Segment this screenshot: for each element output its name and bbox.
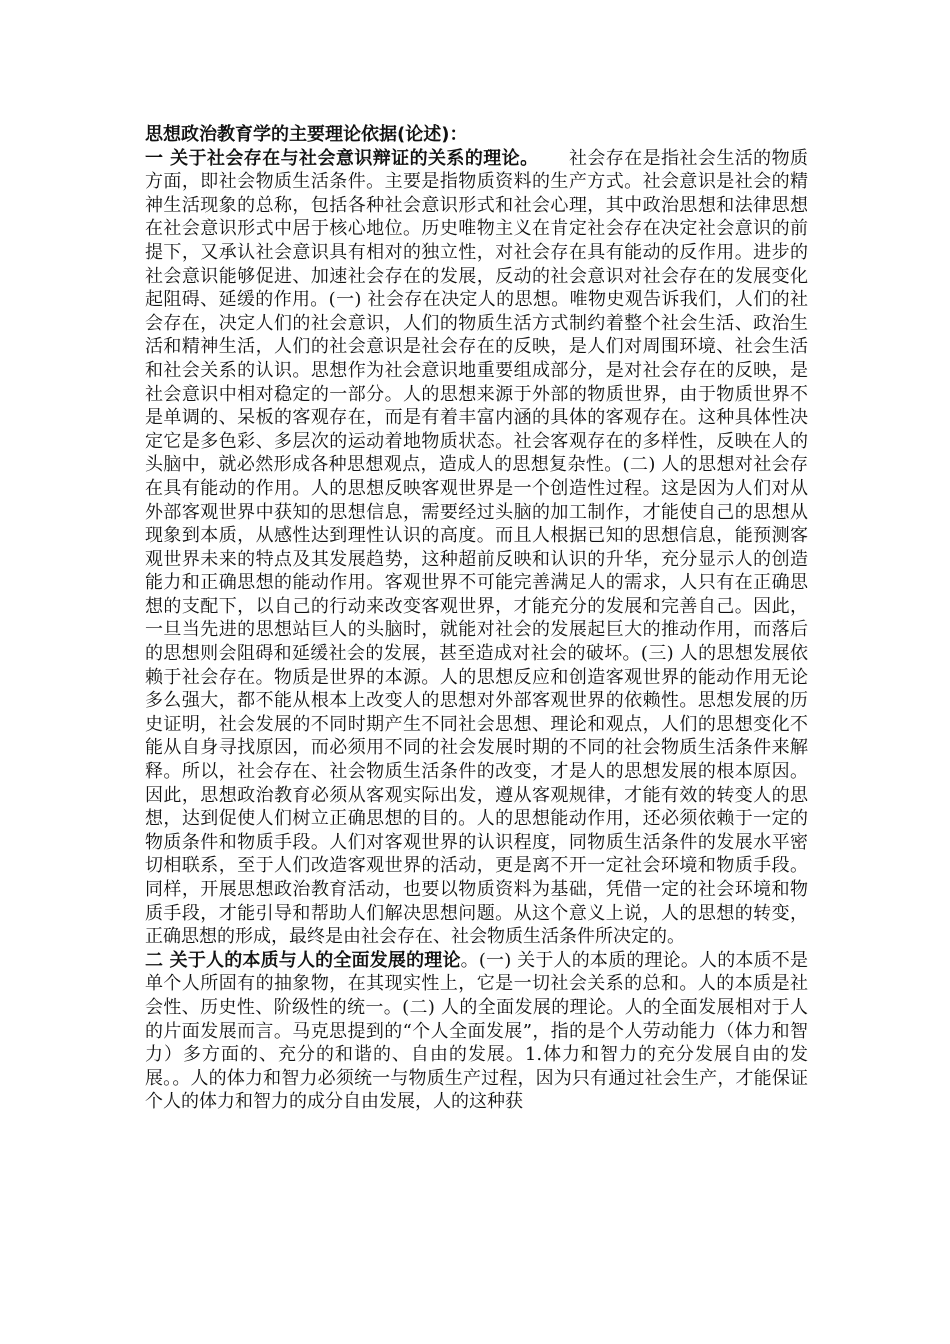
document-body	[145, 123, 808, 1114]
section-1-heading: 一 关于社会存在与社会意识辩证的关系的理论。	[145, 147, 539, 169]
section-1-body: 社会存在是指社会生活的物质方面，即社会物质生活条件。主要是指物质资料的生产方式。社会意识是社会的精神生活现象的总称，包括各种社会意识形式和社会心理，其中政治思想和法律思想在社会意识形式中居于核心地位。历史唯物主义在肯定社会存在决定社会意识的前提下，又承认社会意识具有相对的独立性，对社会存在具有能动的反作用。进步的社会意识能够促进、加速社会存在的发展，反动的社会意识对社会存在的发展变化起阻碍、延缓的作用。(一) 社会存在决定人的思想。唯物史观告诉我们，人们的社会存在，决定人们的社会意识，人们的物质生活方式制约着整个社会生活、政治生活和精神生活，人们的社会意识是社会存在的反映，是人们对周围环境、社会生活和社会关系的认识。思想作为社会意识地重要组成部分，是对社会存在的反映，是社会意识中相对稳定的一部分。人的思想来源于外部的物质世界，由于物质世界不是单调的、呆板的客观存在，而是有着丰富内涵的具体的客观存在。这种具体性决定它是多色彩、多层次的运动着地物质状态。社会客观存在的多样性，反映在人的头脑中，就必然形成各种思想观点，造成人的思想复杂性。(二) 人的思想对社会存在具有能动的作用。人的思想反映客观世界是一个创造性过程。这是因为人们对从外部客观世界中获知的思想信息，需要经过头脑的加工制作，才能使自己的思想从现象到本质，从感性达到理性认识的高度。而且人根据已知的思想信息，能预测客观世界未来的特点及其发展趋势，这种超前反映和认识的升华，充分显示人的创造能力和正确思想的能动作用。客观世界不可能完善满足人的需求，人只有在正确思想的支配下，以自己的行动来改变客观世界，才能充分的发展和完善自己。因此，一旦当先进的思想站巨人的头脑时，就能对社会的发展起巨大的推动作用，而落后的思想则会阻碍和延缓社会的发展，甚至造成对社会的破坏。(三) 人的思想发展依赖于社会存在。物质是世界的本源。人的思想反应和创造客观世界的能动作用无论多么强大，都不能从根本上改变人的思想对外部客观世界的依赖性。思想发展的历史证明，社会发展的不同时期产生不同社会思想、理论和观点，人们的思想变化不能从自身寻找原因，而必须用不同的社会发展时期的不同的社会物质生活条件来解释。所以，社会存在、社会物质生活条件的改变，才是人的思想发展的根本原因。因此，思想政治教育必须从客观实际出发，遵从客观规律，才能有效的转变人的思想，达到促使人们树立正确思想的目的。人的思想能动作用，还必须依赖于一定的物质条件和物质手段。人们对客观世界的认识程度，同物质生活条件的发展水平密切相联系，至于人们改造客观世界的活动，更是离不开一定社会环境和物质手段。同样，开展思想政治教育活动，也要以物质资料为基础，凭借一定的社会环境和物质手段，才能引导和帮助人们解决思想问题。从这个意义上说，人的思想的转变，正确思想的形成，最终是由社会存在、社会物质生活条件所决定的。	[145, 147, 809, 948]
section-2-paragraph	[145, 949, 808, 1114]
document-title: 思想政治教育学的主要理论依据(论述)：	[145, 124, 468, 145]
section-1-paragraph	[145, 147, 808, 949]
section-2-heading: 二 关于人的本质与人的全面发展的理论	[145, 949, 461, 971]
section-2-body: 。(一) 关于人的本质的理论。人的本质不是单个人所固有的抽象物，在其现实性上，它是一切社会关系的总和。人的本质是社会性、历史性、阶级性的统一。(二) 人的全面发展的理论。人的全面发展相对于人的片面发展而言。马克思提到的“个人全面发展”，指的是个人劳动能力（体力和智力）多方面的、充分的和谐的、自由的发展。1.体力和智力的充分发展自由的发展。。人的体力和智力必须统一与物质生产过程，因为只有通过社会生产，才能保证个人的体力和智力的成分自由发展，人的这种获	[145, 949, 808, 1113]
